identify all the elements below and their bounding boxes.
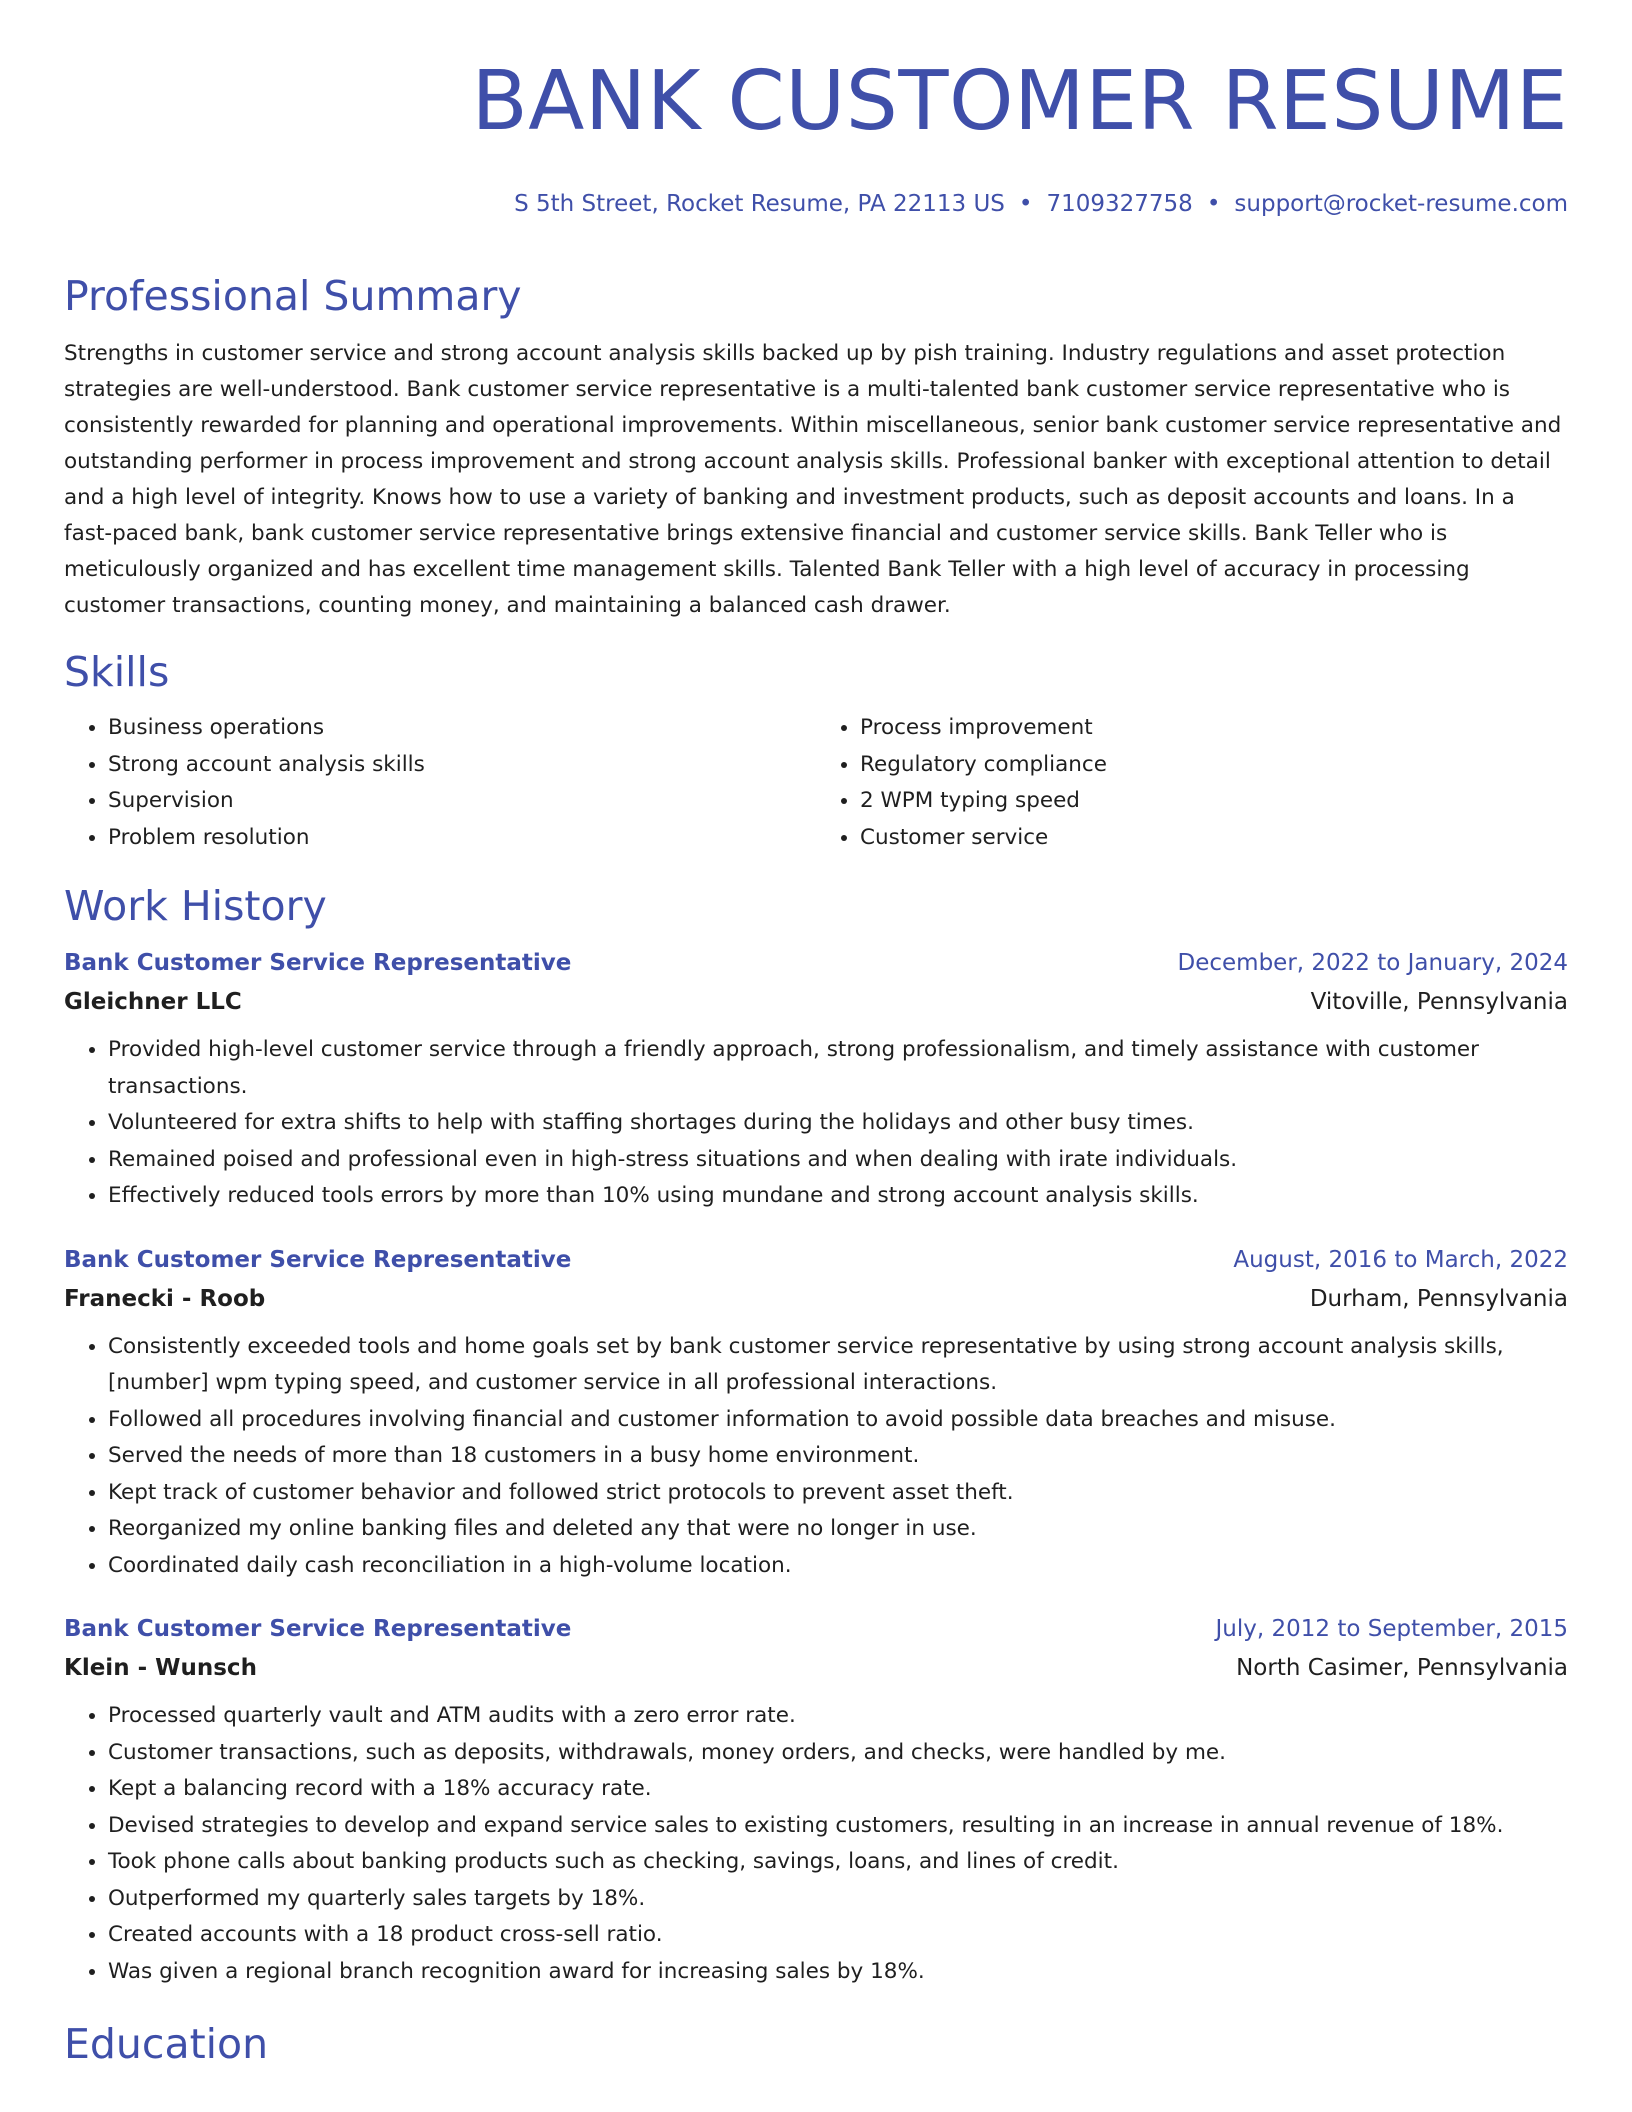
- job-bullet: • Volunteered for extra shifts to help with staffing shortages during the holidays and other busy times.: [108, 1105, 1568, 1142]
- job-title-row: [64, 1610, 1568, 1648]
- job-bullet: • Effectively reduced tools errors by more than 10% using mundane and strong account analysis skills.: [108, 1178, 1568, 1215]
- section-title-education: Education: [64, 2020, 269, 2068]
- skills-list-right: [816, 710, 1568, 856]
- job-bullet: • Reorganized my online banking files and deleted any that were no longer in use.: [108, 1511, 1568, 1548]
- job-bullet: • Coordinated daily cash reconciliation in a high-volume location.: [108, 1548, 1568, 1585]
- skill-item: • Strong account analysis skills: [108, 747, 816, 784]
- job-bullet: • Served the needs of more than 18 customers in a busy home environment.: [108, 1438, 1568, 1475]
- skills-section: [64, 644, 1568, 856]
- job-dates: December, 2022 to January, 2024: [1177, 950, 1568, 976]
- contact-phone: 7109327758: [1046, 191, 1193, 217]
- job-company-row: [64, 982, 1568, 1022]
- skill-item: • 2 WPM typing speed: [860, 783, 1568, 820]
- work-history-section: [64, 878, 1568, 1990]
- job-title: Bank Customer Service Representative: [64, 950, 572, 976]
- skills-list-left: [64, 710, 816, 856]
- job-location: Vitoville, Pennsylvania: [1310, 989, 1568, 1015]
- job-entry: [64, 944, 1568, 1215]
- job-bullet: • Customer transactions, such as deposits, withdrawals, money orders, and checks, were handled by me.: [108, 1735, 1568, 1772]
- job-title: Bank Customer Service Representative: [64, 1616, 572, 1642]
- job-company-row: [64, 1648, 1568, 1688]
- contact-separator: •: [1206, 191, 1221, 217]
- job-bullets: [64, 1032, 1568, 1215]
- section-title-skills: Skills: [64, 648, 170, 696]
- job-bullet: • Took phone calls about banking products such as checking, savings, loans, and lines of credit.: [108, 1844, 1568, 1881]
- job-bullet: • Followed all procedures involving financial and customer information to avoid possible data breaches and misuse.: [108, 1402, 1568, 1439]
- job-bullets: [64, 1698, 1568, 1990]
- job-title: Bank Customer Service Representative: [64, 1246, 572, 1273]
- job-dates: July, 2012 to September, 2015: [1215, 1616, 1568, 1642]
- skill-item: • Supervision: [108, 783, 816, 820]
- job-company-row: [64, 1279, 1568, 1319]
- section-title-work-history: Work History: [64, 882, 327, 930]
- job-company: Franecki - Roob: [64, 1285, 266, 1312]
- job-bullet: • Kept track of customer behavior and followed strict protocols to prevent asset theft.: [108, 1475, 1568, 1512]
- job-entry: [64, 1610, 1568, 1990]
- section-title-summary: Professional Summary: [64, 272, 522, 320]
- job-company: Gleichner LLC: [64, 989, 242, 1015]
- job-bullet: • Created accounts with a 18 product cross-sell ratio.: [108, 1917, 1568, 1954]
- job-entry: [64, 1241, 1568, 1585]
- contact-line: [64, 188, 1568, 220]
- resume-header: [64, 0, 1568, 220]
- job-company: Klein - Wunsch: [64, 1655, 257, 1681]
- contact-address: S 5th Street, Rocket Resume, PA 22113 US: [514, 191, 1005, 217]
- job-bullet: • Remained poised and professional even in high-stress situations and when dealing with irate individuals.: [108, 1142, 1568, 1179]
- education-section: [64, 2016, 1568, 2072]
- skill-item: • Regulatory compliance: [860, 747, 1568, 784]
- skill-item: • Business operations: [108, 710, 816, 747]
- job-bullet: • Provided high-level customer service through a friendly approach, strong professionalism, and timely assistance with customer transactions.: [108, 1032, 1568, 1105]
- job-bullet: • Consistently exceeded tools and home goals set by bank customer service representative by using strong account analysis skills, [number] wpm typing speed, and customer service in all professional interactions.: [108, 1329, 1568, 1402]
- summary-text: Strengths in customer service and strong account analysis skills backed up by pish training. Industry regulations and asset protection strategies are well-understood. Bank customer service representative is a multi-talented bank customer service representative who is consistently rewarded for planning and operational improvements. Within miscellaneous, senior bank customer service representative and outstanding performer in process improvement and strong account analysis skills. Professional banker with exceptional attention to detail and a high level of integrity. Knows how to use a variety of banking and investment products, such as deposit accounts and loans. In a fast-paced bank, bank customer service representative brings extensive financial and customer service skills. Bank Teller who is meticulously organized and has excellent time management skills. Talented Bank Teller with a high level of accuracy in processing customer transactions, counting money, and maintaining a balanced cash drawer.: [64, 341, 1562, 618]
- job-title-row: [64, 1241, 1568, 1279]
- resume-name: BANK CUSTOMER RESUME: [471, 54, 1568, 149]
- skill-item: • Process improvement: [860, 710, 1568, 747]
- job-bullet: • Kept a balancing record with a 18% accuracy rate.: [108, 1771, 1568, 1808]
- job-bullet: • Processed quarterly vault and ATM audits with a zero error rate.: [108, 1698, 1568, 1735]
- job-location: North Casimer, Pennsylvania: [1236, 1655, 1568, 1681]
- contact-email: support@rocket-resume.com: [1234, 191, 1568, 217]
- skill-item: • Customer service: [860, 820, 1568, 857]
- summary-section: [64, 268, 1568, 624]
- job-bullets: [64, 1329, 1568, 1585]
- job-bullet: • Was given a regional branch recognition award for increasing sales by 18%.: [108, 1954, 1568, 1991]
- job-bullet: • Outperformed my quarterly sales targets by 18%.: [108, 1881, 1568, 1918]
- job-dates: August, 2016 to March, 2022: [1233, 1246, 1568, 1273]
- skill-item: • Problem resolution: [108, 820, 816, 857]
- skills-grid: [64, 710, 1568, 856]
- contact-separator: •: [1018, 191, 1033, 217]
- job-location: Durham, Pennsylvania: [1309, 1285, 1568, 1312]
- job-bullet: • Devised strategies to develop and expand service sales to existing customers, resulting in an increase in annual revenue of 18%.: [108, 1808, 1568, 1845]
- job-title-row: [64, 944, 1568, 982]
